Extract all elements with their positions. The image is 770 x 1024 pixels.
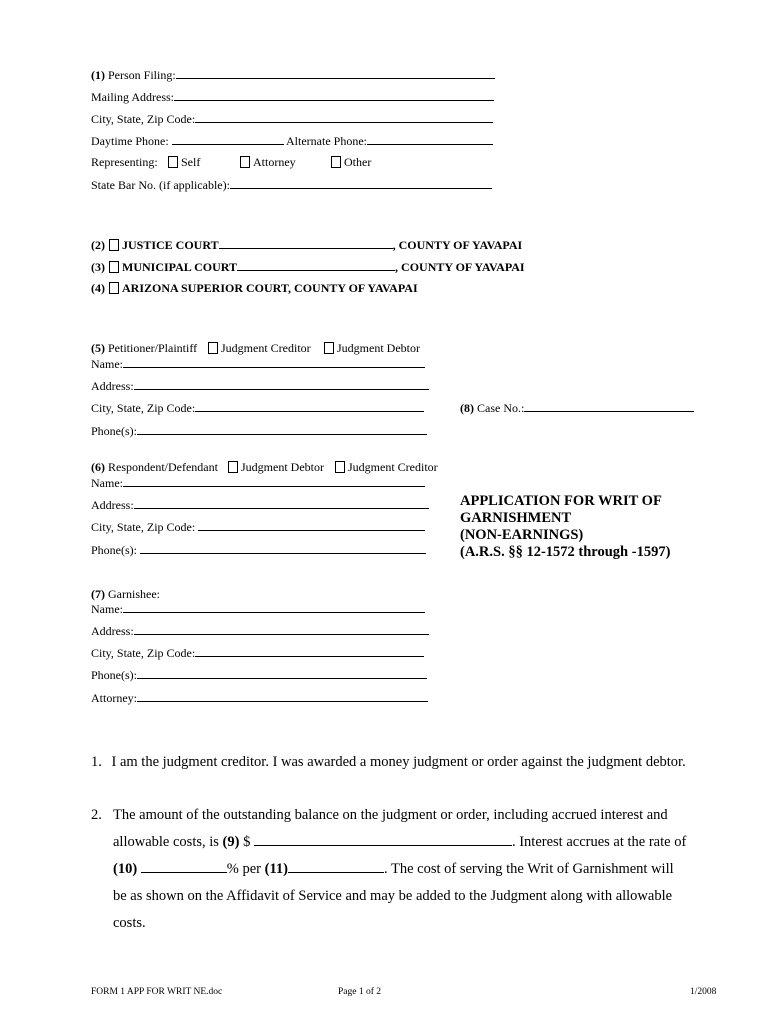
attorney-label: Attorney (253, 155, 296, 169)
field-number: (11) (264, 861, 288, 877)
case-number-input[interactable] (524, 400, 694, 412)
court-municipal-row (91, 259, 525, 274)
respondent-city-input[interactable] (198, 519, 425, 531)
paragraph-2-line-1 (113, 802, 726, 829)
petitioner-name-row (91, 356, 425, 371)
respondent-name-input[interactable] (123, 475, 425, 487)
garnishee-attorney-input[interactable] (137, 690, 428, 702)
case-number-label: Case No.: (477, 401, 525, 415)
respondent-address-row (91, 497, 429, 512)
garnishee-name-input[interactable] (123, 601, 425, 613)
representing-other-option[interactable] (331, 155, 371, 169)
garnishee-phone-row (91, 667, 427, 682)
title-line: GARNISHMENT (460, 510, 572, 526)
state-bar-row (91, 177, 492, 192)
footer-form-name: FORM 1 APP FOR WRIT NE.doc (91, 987, 223, 997)
city-state-zip-input[interactable] (195, 111, 493, 123)
respondent-debtor-option[interactable] (228, 460, 324, 474)
representing-attorney-option[interactable] (240, 155, 296, 169)
respondent-label: Respondent/Defendant (108, 460, 218, 474)
mailing-address-row (91, 89, 494, 104)
respondent-phone-input[interactable] (140, 542, 426, 554)
field-number: (5) (91, 341, 105, 355)
paragraph-2-line-3 (113, 856, 674, 883)
field-number: (4) (91, 281, 105, 295)
field-number: (9) (222, 834, 240, 850)
person-filing-label: Person Filing: (108, 68, 176, 82)
daytime-phone-input[interactable] (172, 133, 284, 145)
petitioner-debtor-checkbox[interactable] (324, 342, 334, 354)
address-label: Address: (91, 624, 134, 638)
paragraph-text: allowable costs, is (113, 834, 219, 850)
city-label: City, State, Zip Code: (91, 520, 196, 534)
footer-date: 1/2008 (690, 987, 717, 997)
city-label: City, State, Zip Code: (91, 401, 196, 415)
outstanding-balance-input[interactable] (254, 829, 512, 846)
form-title (460, 493, 670, 561)
field-number: (7) (91, 587, 105, 601)
respondent-city-row (91, 519, 425, 534)
attorney-checkbox[interactable] (240, 156, 250, 168)
petitioner-city-row (91, 400, 424, 415)
garnishee-address-row (91, 623, 429, 638)
name-label: Name: (91, 602, 123, 616)
paragraph-1 (91, 749, 686, 776)
respondent-creditor-label: Judgment Creditor (348, 460, 438, 474)
petitioner-header (91, 341, 197, 355)
paragraph-number: 2. (91, 807, 102, 823)
representing-label: Representing: (91, 155, 158, 169)
respondent-debtor-label: Judgment Debtor (241, 460, 324, 474)
title-line: (A.R.S. §§ 12-1572 through -1597) (460, 544, 671, 560)
paragraph-text: . Interest accrues at the rate of (511, 834, 687, 850)
attorney-label: Attorney: (91, 691, 137, 705)
city-state-zip-row (91, 111, 493, 126)
petitioner-creditor-option[interactable] (208, 341, 311, 355)
mailing-address-label: Mailing Address: (91, 90, 174, 104)
other-checkbox[interactable] (331, 156, 341, 168)
petitioner-phone-row (91, 423, 427, 438)
justice-court-input[interactable] (219, 237, 393, 249)
phone-label: Phone(s): (91, 424, 137, 438)
respondent-creditor-option[interactable] (335, 460, 438, 474)
garnishee-attorney-row (91, 690, 428, 705)
garnishee-phone-input[interactable] (137, 667, 427, 679)
name-label: Name: (91, 476, 123, 490)
respondent-name-row (91, 475, 425, 490)
field-number: (2) (91, 238, 105, 252)
county-label: , COUNTY OF YAVAPAI (395, 260, 525, 274)
garnishee-city-input[interactable] (195, 645, 424, 657)
footer-page-number: Page 1 of 2 (338, 987, 382, 997)
phone-label: Phone(s): (91, 543, 137, 557)
petitioner-creditor-checkbox[interactable] (208, 342, 218, 354)
garnishee-name-row (91, 601, 425, 616)
title-line: APPLICATION FOR WRIT OF (460, 493, 662, 509)
field-number: (1) (91, 68, 105, 82)
person-filing-input[interactable] (176, 67, 495, 79)
municipal-court-label: MUNICIPAL COURT (122, 260, 238, 274)
paragraph-2-line-5 (113, 910, 146, 937)
other-label: Other (344, 155, 372, 169)
garnishee-header (91, 587, 160, 601)
paragraph-text: I am the judgment creditor. I was awarded a money judgment or order against the judgment debtor. (111, 754, 686, 770)
city-label: City, State, Zip Code: (91, 646, 196, 660)
respondent-header (91, 460, 218, 474)
petitioner-creditor-label: Judgment Creditor (221, 341, 311, 355)
title-line: (NON-EARNINGS) (460, 527, 584, 543)
justice-court-label: JUSTICE COURT (122, 238, 219, 252)
petitioner-label: Petitioner/Plaintiff (108, 341, 198, 355)
representing-row (91, 155, 158, 169)
petitioner-debtor-option[interactable] (324, 341, 420, 355)
garnishee-address-input[interactable] (134, 623, 429, 635)
paragraph-text: be as shown on the Affidavit of Service and may be added to the Judgment along with allowable (113, 888, 673, 904)
alternate-phone-label: Alternate Phone: (286, 134, 367, 148)
petitioner-city-input[interactable] (195, 400, 424, 412)
paragraph-text: The amount of the outstanding balance on the judgment or order, including accrued interest and (113, 807, 668, 823)
respondent-debtor-checkbox[interactable] (228, 461, 238, 473)
phone-row (91, 133, 493, 148)
representing-self-option[interactable] (168, 155, 200, 169)
city-state-zip-label: City, State, Zip Code: (91, 112, 196, 126)
superior-court-checkbox[interactable] (109, 282, 119, 294)
petitioner-address-input[interactable] (134, 378, 429, 390)
self-checkbox[interactable] (168, 156, 178, 168)
respondent-phone-row (91, 542, 426, 557)
paragraph-number: 1. (91, 754, 102, 770)
field-number: (6) (91, 460, 105, 474)
paragraph-2-number (91, 802, 102, 829)
petitioner-name-input[interactable] (123, 356, 425, 368)
justice-court-checkbox[interactable] (109, 239, 119, 251)
paragraph-2-line-2 (113, 829, 686, 856)
self-label: Self (181, 155, 201, 169)
municipal-court-input[interactable] (237, 259, 395, 271)
respondent-creditor-checkbox[interactable] (335, 461, 345, 473)
state-bar-input[interactable] (230, 177, 492, 189)
municipal-court-checkbox[interactable] (109, 261, 119, 273)
field-number: (8) (460, 401, 474, 415)
paragraph-text: % per (226, 861, 262, 877)
interest-period-input[interactable] (288, 856, 384, 873)
petitioner-debtor-label: Judgment Debtor (337, 341, 420, 355)
respondent-address-input[interactable] (134, 497, 429, 509)
interest-rate-input[interactable] (141, 856, 227, 873)
paragraph-text: . The cost of serving the Writ of Garnishment will (384, 861, 674, 877)
county-label: , COUNTY OF YAVAPAI (392, 238, 523, 252)
case-number-row (460, 400, 694, 415)
court-justice-row (91, 237, 522, 252)
court-superior-row (91, 281, 418, 295)
dollar-sign: $ (243, 834, 251, 850)
paragraph-text: costs. (113, 915, 146, 931)
address-label: Address: (91, 379, 134, 393)
superior-court-label: ARIZONA SUPERIOR COURT, COUNTY OF YAVAPAI (122, 281, 418, 295)
address-label: Address: (91, 498, 134, 512)
field-number: (3) (91, 260, 105, 274)
petitioner-address-row (91, 378, 429, 393)
name-label: Name: (91, 357, 123, 371)
garnishee-label: Garnishee: (108, 587, 160, 601)
garnishee-city-row (91, 645, 424, 660)
daytime-phone-label: Daytime Phone: (91, 134, 169, 148)
petitioner-phone-input[interactable] (137, 423, 427, 435)
field-number: (10) (113, 861, 138, 877)
phone-label: Phone(s): (91, 668, 137, 682)
state-bar-label: State Bar No. (if applicable): (91, 178, 230, 192)
person-filing-row (91, 67, 495, 82)
alternate-phone-input[interactable] (367, 133, 493, 145)
paragraph-2-line-4 (113, 883, 672, 910)
mailing-address-input[interactable] (174, 89, 494, 101)
